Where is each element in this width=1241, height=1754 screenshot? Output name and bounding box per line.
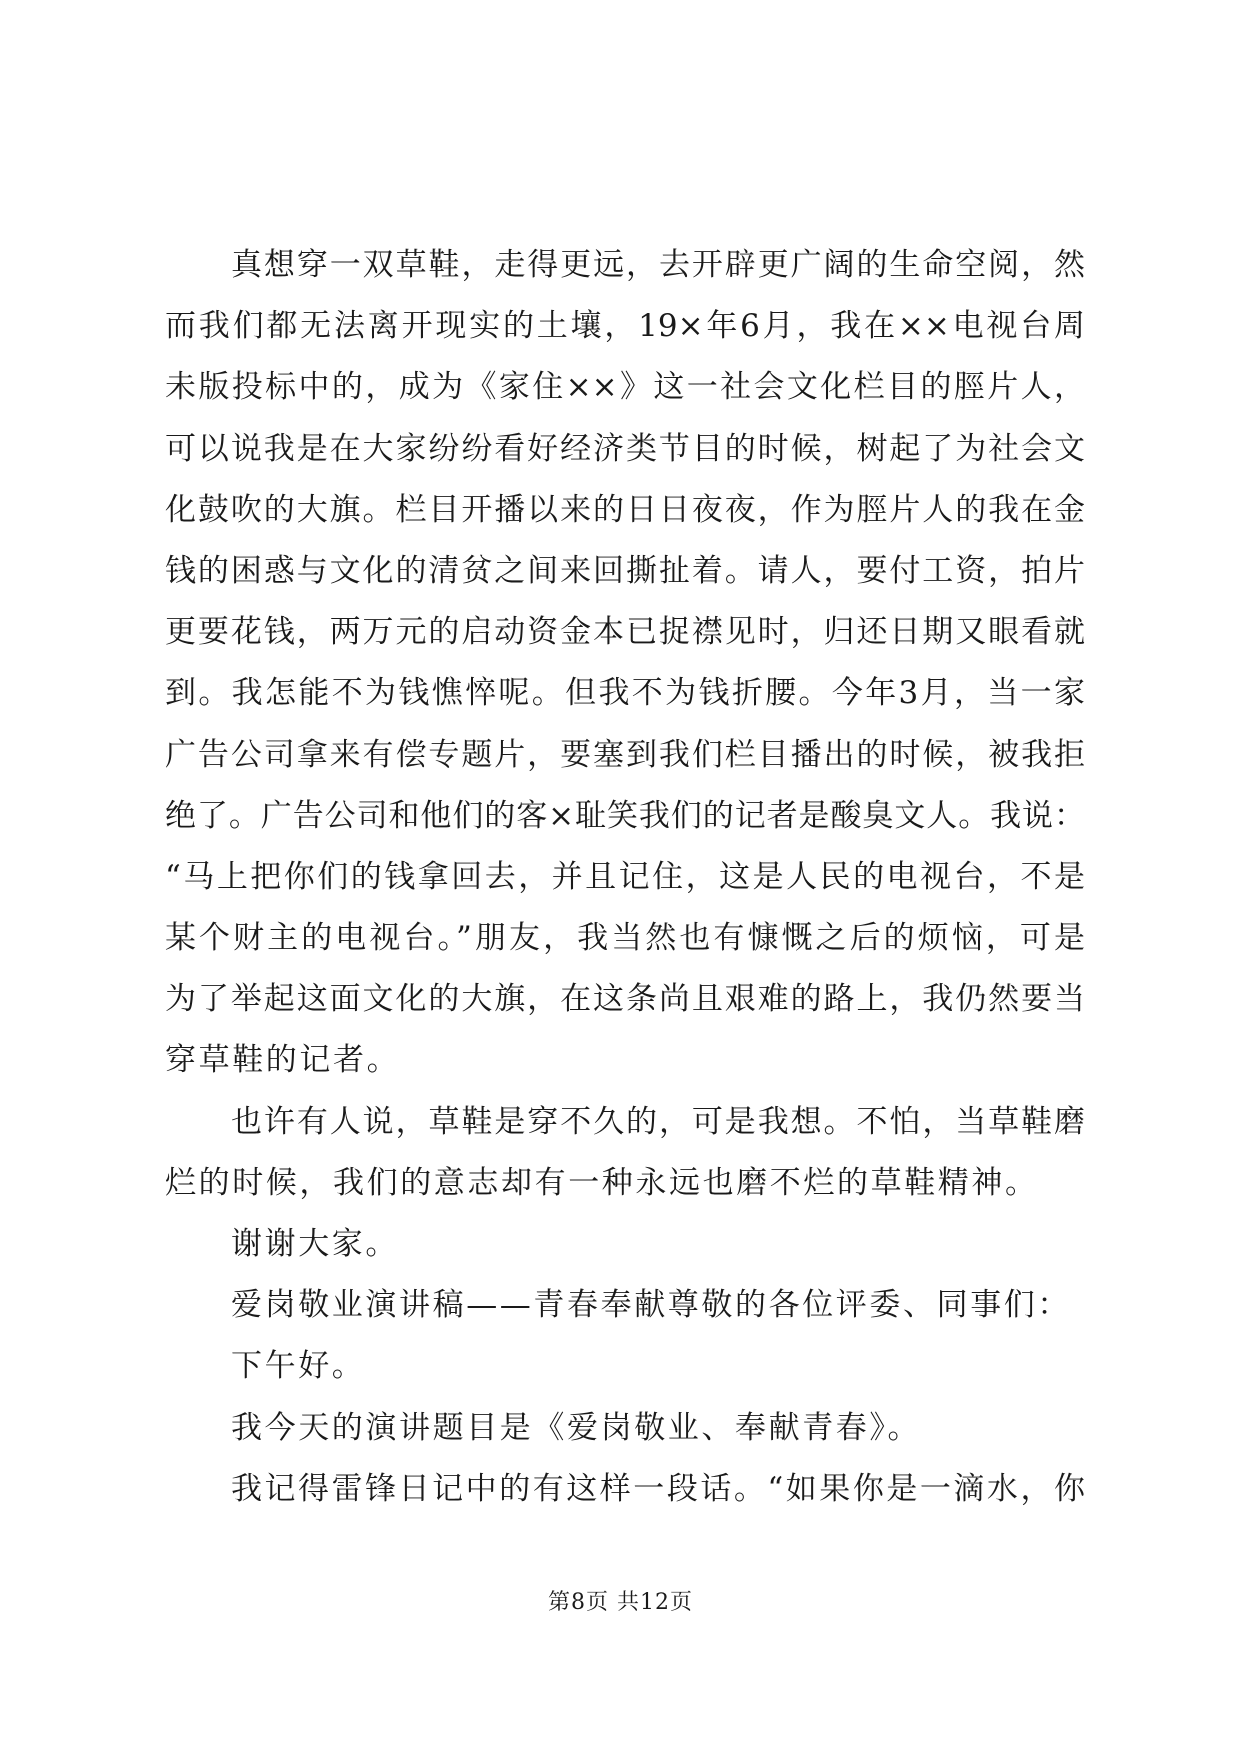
text-line: 真想穿一双草鞋，走得更远，去开辟更广阔的生命空阅，然: [231, 247, 1085, 283]
text-line: 可以说我是在大家纷纷看好经济类节目的时候，树起了为社会文: [165, 430, 1085, 467]
page-number-footer: 第8页 共12页: [548, 1590, 693, 1615]
text-line: 到。我怎能不为钱憔悴呢。但我不为钱折腰。今年3月，当一家: [165, 675, 1085, 712]
text-line: 我记得雷锋日记中的有这样一段话。“如果你是一滴水，你: [231, 1470, 1085, 1507]
text-line: 穿草鞋的记者。: [165, 1042, 401, 1079]
text-line: 更要花钱，两万元的启动资金本已捉襟见时，归还日期又眼看就: [165, 614, 1085, 651]
text-line: “马上把你们的钱拿回去，并且记住，这是人民的电视台，不是: [165, 858, 1085, 895]
document-body: [165, 235, 1085, 1520]
text-line: 化鼓吹的大旗。栏目开播以来的日日夜夜，作为脛片人的我在金: [165, 491, 1085, 528]
text-line: 而我们都无法离开现实的土壤，19×年6月，我在××电视台周: [165, 308, 1085, 345]
text-line: 爱岗敬业演讲稿——青春奉献尊敬的各位评委、同事们：: [231, 1287, 1071, 1324]
text-line: 烂的时候，我们的意志却有一种永远也磨不烂的草鞋精神。: [165, 1164, 1039, 1201]
text-line: 为了举起这面文化的大旗，在这条尚且艰难的路上，我仍然要当: [165, 981, 1085, 1018]
text-line: 广告公司拿来有偿专题片，要塞到我们栏目播出的时候，被我拒: [165, 736, 1085, 773]
text-line: 某个财主的电视台。”朋友，我当然也有慷慨之后的烦恼，可是: [165, 920, 1085, 957]
text-line: 也许有人说，草鞋是穿不久的，可是我想。不怕，当草鞋磨: [231, 1103, 1085, 1140]
text-line: 我今天的演讲题目是《爱岗敬业、奉献青春》。: [231, 1409, 922, 1446]
text-line: 下午好。: [231, 1348, 366, 1385]
text-line: 绝了。广告公司和他们的客×耻笑我们的记者是酸臭文人。我说：: [165, 797, 1085, 834]
text-line: 谢谢大家。: [231, 1226, 399, 1262]
text-line: 钱的困惑与文化的清贫之间来回撕扯着。请人，要付工资，拍片: [165, 552, 1085, 589]
text-line: 未版投标中的，成为《家住××》这一社会文化栏目的脛片人，: [165, 369, 1085, 406]
